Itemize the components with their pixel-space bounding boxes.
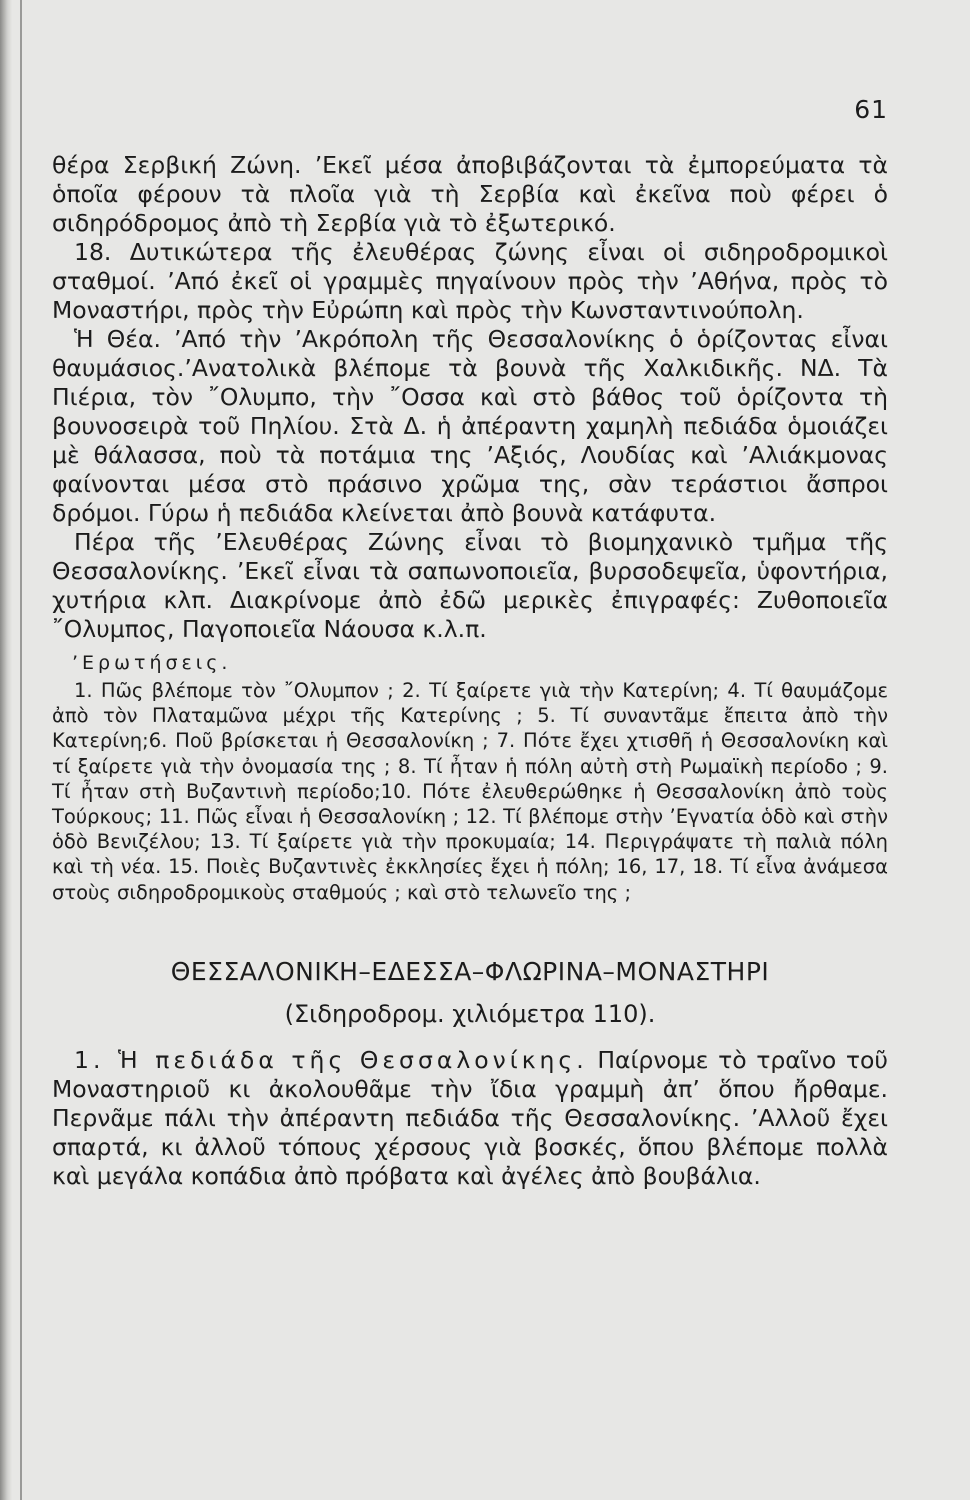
paragraph-railway-stations: 18. Δυτικώτερα τῆς ἐλευθέρας ζώνης εἶναι οἱ σιδηροδρομικοὶ σταθμοί. ’Από ἐκεῖ οἱ γραμμὲς πηγαίνουν πρὸς τὴν ’Αθήνα, πρὸς τὸ Μοναστήρι, πρὸς τὴν Εὐρώπη καὶ πρὸς τὴν Κωνσταντινούπολη. — [52, 238, 888, 324]
section-lead: 1. Ἡ πεδιάδα τῆς Θεσσαλονίκης. — [74, 1045, 588, 1074]
book-page — [52, 95, 888, 1191]
paragraph-serbian-zone: θέρα Σερβική Ζώνη. ’Εκεῖ μέσα ἀποβιβάζονται τὰ ἐμπορεύματα τὰ ὁποῖα φέρουν τὰ πλοῖα γιὰ τὴ Σερβία καὶ ἐκεῖνα ποὺ φέρει ὁ σιδηρόδρομος ἀπὸ τὴ Σερβία γιὰ τὸ ἐξωτερικό. — [52, 151, 888, 237]
questions-list: 1. Πῶς βλέπομε τὸν ῎Ολυμπον ; 2. Τί ξαίρετε γιὰ τὴν Κατερίνη; 4. Τί θαυμάζομε ἀπὸ τὸν Πλαταμῶνα μέχρι τῆς Κατερίνης ; 5. Τί συναντᾶμε ἔπειτα ἀπὸ τὴν Κατερίνη;6. Ποῦ βρίσκεται ἡ Θεσσαλονίκη ; 7. Πότε ἔχει χτισθῆ ἡ Θεσσαλονίκη καὶ τί ξαίρετε γιὰ τὴν ὀνομασία της ; 8. Τί ἦταν ἡ πόλη αὐτὴ στὴ Ρωμαϊκὴ περίοδο ; 9. Τί ἦταν στὴ Βυζαντινὴ περίοδο;10. Πότε ἐλευθερώθηκε ἡ Θεσσαλονίκη ἀπὸ τοὺς Τούρκους; 11. Πῶς εἶναι ἡ Θεσσαλονίκη ; 12. Τί βλέπομε στὴν ’Εγνατία ὁδὸ καὶ στὴν ὁδὸ Βενιζέλου; 13. Τί ξαίρετε γιὰ τὴν προκυμαία; 14. Περιγράψατε τὴ παλιὰ πόλη καὶ τὴ νέα. 15. Ποιὲς Βυζαντινὲς ἐκκλησίες ἔχει ἡ πόλη; 16, 17, 18. Τί εἶνα ἀνάμεσα στοὺς σιδηροδρομικοὺς σταθμούς ; καὶ στὸ τελωνεῖο της ; — [52, 679, 888, 904]
body-text — [52, 151, 888, 1191]
page-edge-line — [20, 0, 22, 1500]
paragraph-view: Ἡ Θέα. ’Από τὴν ’Ακρόπολη τῆς Θεσσαλονίκης ὁ ὁρίζοντας εἶναι θαυμάσιος.’Ανατολικὰ βλέπομε τὰ βουνὰ τῆς Χαλκιδικῆς. ΝΔ. Τὰ Πιέρια, τὸν ῎Ολυμπο, τὴν ῎Οσσα καὶ στὸ βάθος τοῦ ὁρίζοντα τὴ βουνοσειρὰ τοῦ Πηλίου. Στὰ Δ. ἡ ἀπέραντη χαμηλὴ πεδιάδα ὁμοιάζει μὲ θάλασσα, ποὺ τὰ ποτάμια της ’Αξιός, Λουδίας καὶ ’Αλιάκμονας φαίνονται μέσα στὸ πράσινο χρῶμα της, σὰν τεράστιοι ἄσπροι δρόμοι. Γύρω ἡ πεδιάδα κλείνεται ἀπὸ βουνὰ κατάφυτα. — [52, 325, 888, 527]
page-number: 61 — [854, 95, 888, 124]
paragraph-industrial-zone: Πέρα τῆς ’Ελευθέρας Ζώνης εἶναι τὸ βιομηχανικὸ τμῆμα τῆς Θεσσαλονίκης. ’Εκεῖ εἶναι τὰ σαπωνοποιεῖα, βυρσοδεψεῖα, ὑφοντήρια, χυτήρια κλπ. Διακρίνομε ἀπὸ ἐδῶ μερικὲς ἐπιγραφές: Ζυθοποιεῖα ῎Ολυμπος, Παγοποιεῖα Νάουσα κ.λ.π. — [52, 528, 888, 643]
page-edge-shadow — [0, 0, 12, 1500]
section-title: ΘΕΣΣΑΛΟΝΙΚΗ–ΕΔΕΣΣΑ–ΦΛΩΡΙΝΑ–ΜΟΝΑΣΤΗΡΙ — [170, 956, 770, 986]
section-subtitle: (Σιδηροδρομ. χιλιόμετρα 110). — [284, 999, 656, 1028]
questions-heading: ’Ερωτήσεις. — [72, 652, 232, 674]
section-paragraph-text: Παίρνομε τὸ τραῖνο τοῦ Μοναστηριοῦ κι ἀκολουθᾶμε τὴν ἴδια γραμμὴ ἀπ’ ὅπου ἤρθαμε. Περνᾶμε πάλι τὴν ἀπέραντη πεδιάδα τῆς Θεσσαλονίκης. ’Αλλοῦ ἔχει σπαρτά, κι ἀλλοῦ τόπους χέρσους γιὰ βοσκές, ὅπου βλέπομε πολλὰ καὶ μεγάλα κοπάδια ἀπὸ πρόβατα καὶ ἀγέλες ἀπὸ βουβάλια. — [52, 1045, 888, 1190]
section-paragraph — [52, 1046, 888, 1191]
